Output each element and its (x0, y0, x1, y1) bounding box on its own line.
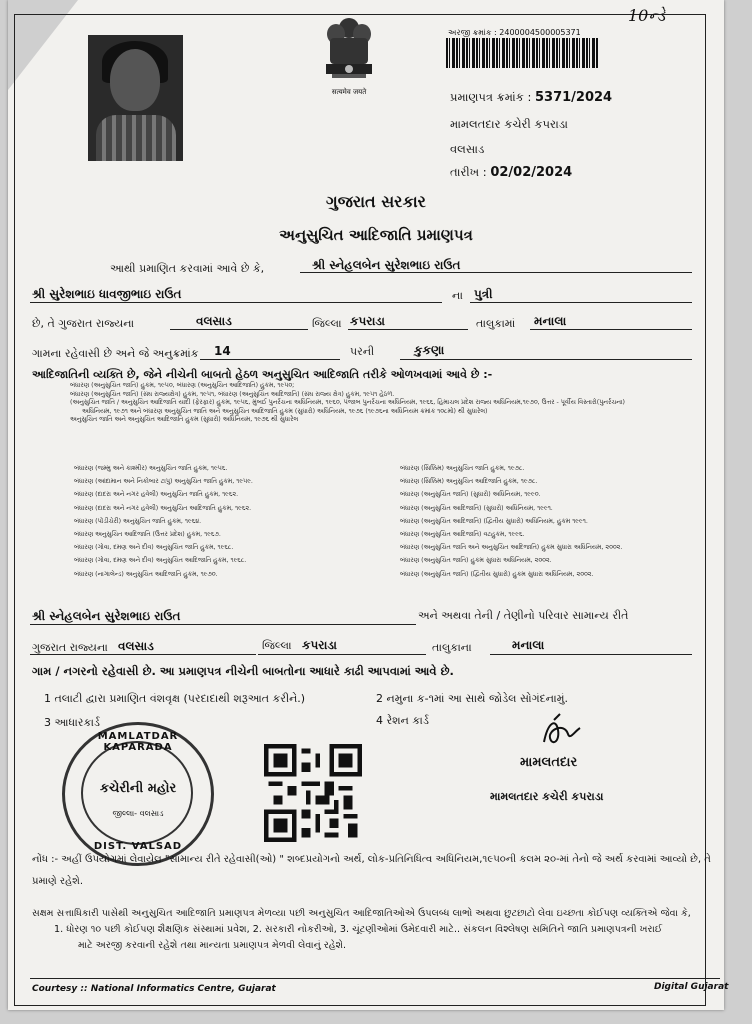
state-district: વલસાડ (196, 314, 232, 328)
auth-line: સક્ષમ સત્તાધિકારી પાસેથી અનુસુચિત આદિજાતિ પ્રમાણપત્ર મેળવ્યા પછી અનુસુચિત આદિજાતિઓએ ઉપલબ્ધ લાભો અથવા છુટછાટો લેવા ઇચ્છતા કોઈપણ વ્યક્તિએ જેવા કે, (32, 908, 691, 919)
emblem-motto: सत्यमेव जयते (331, 88, 367, 96)
issue-date-label: તારીખ : (450, 165, 487, 179)
relation-label: ના (452, 289, 463, 302)
district-label: જિલ્લા (312, 317, 342, 330)
underline (170, 329, 308, 330)
issue-date-value: 02/02/2024 (490, 165, 573, 180)
family-label: અને અથવા તેની / તેણીનો પરિવાર સામાન્ય રીતે (418, 609, 629, 622)
taluka-label-repeat: તાલુકાના (432, 641, 472, 654)
legal-note: અધિનિયમ, ૧૯૭૧ અને બંધારણ અનુસુચિત જાતિ અને અનુસુચિત આદિજાતિ હુકમ (સુધારો) અધિનિયમ, ૧૯૭૬ (૧૯૭૬ના અધિનિયમ ક્રમાંક ૧૦૮મો) થી સુધારેલ) (82, 407, 488, 415)
underline (400, 359, 692, 360)
relation-value: પુત્રી (474, 287, 493, 301)
national-emblem-icon (318, 14, 380, 92)
handwritten-mark: 10ન્ડે (628, 6, 666, 25)
caste-value: કુકણા (414, 343, 445, 357)
basis-item: 4 રેશન કાર્ડ (376, 714, 429, 727)
taluka-value: મનાલા (534, 314, 567, 328)
holder-name: શ્રી સ્નેહલબેન સુરેશભાઇ રાઉત (312, 258, 461, 272)
list-item: બંધારણ અનુસુચિત આદિજાતિ (ઉત્તર પ્રદેશ) હુકમ, ૧૯૬૭. (74, 531, 221, 539)
footer-note (32, 852, 712, 890)
legal-notes (70, 382, 700, 425)
legal-note: બંધારણ (અનુસુચિત જાતિ) (સંઘ રાજ્યક્ષેત્ર) હુકમ, ૧૯૫૧, બંધારણ (અનુસુચિત આદિજાતિ) (સંઘ રાજ્ય ક્ષેત્ર) હુકમ, ૧૯૫૧ હેઠળ. (70, 390, 395, 398)
list-item: બંધારણ (અનુસુચિત જાતિ અને અનુસુચિત આદિજાતિ) હુકમ સુધારા અધિનિયમ, ૨૦૦૨. (400, 544, 623, 552)
district-label-repeat: જિલ્લા (262, 639, 292, 652)
list-item: બંધારણ (ગોવા, દમણ અને દીવ) અનુસુચિત જાતિ હુકમ, ૧૯૬૮. (74, 544, 234, 552)
courtesy-text: Courtesy :: National Informatics Centre, Gujarat (32, 984, 276, 994)
district-value-repeat: કપરાડા (302, 638, 337, 652)
taluka-label: તાલુકામાં (476, 317, 516, 330)
list-item: બંધારણ (નાગાલેન્ડ) અનુસુચિત આદિજાતિ હુકમ, ૧૯૭૦. (74, 570, 218, 578)
barcode (446, 38, 598, 68)
underline (30, 302, 442, 303)
basis-item: 1 તલાટી દ્વારા પ્રમાણિત વંશવૃક્ષ (પરદાદાથી શરૂઆત કરીને.) (44, 692, 306, 705)
orders-left-list (74, 462, 374, 581)
digital-gujarat-text: Digital Gujarat (654, 982, 729, 992)
holder-photo (88, 35, 183, 161)
footer-instructions (32, 906, 712, 954)
serial-number: 14 (214, 344, 231, 358)
footer-rule (30, 978, 720, 979)
certificate-number (450, 90, 612, 105)
list-item: બંધારણ (અનુસુચિત આદિજાતિ) (દ્વિતીય સુધારો) અધિનિયમ, હુકમ ૧૯૯૧. (400, 517, 588, 525)
uses-line: 1. ધોરણ ૧૦ પછી કોઈપણ શૈક્ષણિક સંસ્થામાં પ્રવેશ, 2. સરકારી નોકરીઓ, 3. ચૂંટણીઓમાં ઉમેદવારી માટે.. સંકલન વિશ્લેષણ સમિતિને જાતિ પ્રમાણપત્રની ખરાઈ (54, 924, 663, 935)
uses-line: માટે અરજી કરવાની રહેશે તથા માન્યતા પ્રમાણપત્ર મેળવી લેવાનું રહેશે. (78, 940, 347, 951)
list-item: બંધારણ (પોંડીચેરી) અનુસુચિત જાતિ હુકમ, ૧૯૬૪. (74, 517, 202, 525)
tribe-sentence: આદિજાતિની વ્યક્તિ છે, જેને નીચેની બાબતો હેઠળ અનુસુચિત આદિજાતિ તરીકે ઓળખવામાં આવે છે :- (32, 368, 493, 381)
signatory-office: મામલતદાર કચેરી કપરાડા (490, 790, 604, 803)
orders-right-list (400, 462, 704, 581)
holder-name-repeat: શ્રી સ્નેહલબેન સુરેશભાઇ રાઉત (32, 609, 181, 623)
underline (258, 654, 426, 655)
office-name: મામલતદાર કચેરી કપરાડા (450, 117, 568, 131)
list-item: બંધારણ (સિક્કિમ) અનુસુચિત આદિજાતિ હુકમ, ૧૯૭૮. (400, 478, 538, 486)
list-item: બંધારણ (આંદામાન અને નિકોબાર ટાપુ) અનુસુચિત જાતિ હુકમ, ૧૯૫૯. (74, 478, 253, 486)
note-line: નોંધ :- અહીં ઉપયોગમાં લેવાયેલ "સામાન્ય રીતે રહેવાસી(ઓ) " શબ્દપ્રયોગનો અર્થ, લોક-પ્રતિનિધિત્વ અધિનિયમ,૧૯૫૦ની કલમ ૨૦-માં તેનો જે અર્થ કરવામાં આવ્યો છે, તે (32, 854, 711, 865)
underline (200, 359, 340, 360)
parent-name: શ્રી સુરેશભાઇ ધાવજીભાઇ રાઉત (32, 287, 182, 301)
district-value: કપરાડા (350, 314, 385, 328)
village-label: ગામના રહેવાસી છે અને જે અનુક્રમાંક (32, 347, 199, 360)
underline (530, 329, 692, 330)
state-label: છે, તે ગુજરાત રાજ્યના (32, 317, 135, 330)
underline (300, 272, 692, 273)
state-district-repeat: વલસાડ (118, 639, 154, 653)
signature-icon (538, 712, 586, 752)
seal-sub-text: જીલ્લા- વલસાડ (112, 809, 164, 818)
list-item: બંધારણ (દાદરા અને નગર હવેલી) અનુસુચિત જાતિ હુકમ, ૧૯૬૨. (74, 491, 239, 499)
legal-note: અનુસુચિત જાતિ અને અનુસુચિત આદિજાતિ હુકમ (સુધારો) અધિનિયમ, ૧૯૭૬ થી સુધારેલ (70, 416, 299, 423)
list-item: બંધારણ (અનુસુચિત આદિજાતિ) વટહુકમ, ૧૯૯૬. (400, 531, 525, 539)
note-line: પ્રમાણે રહેશે. (32, 876, 84, 887)
caste-label: પરની (350, 345, 375, 358)
underline (348, 329, 468, 330)
list-item: બંધારણ (અનુસુચિત જાતિ) હુકમ સુધારા અધિનિયમ, ૨૦૦૨. (400, 557, 552, 565)
certificate-number-value: 5371/2024 (534, 90, 613, 105)
underline (470, 302, 692, 303)
basis-sentence: ગામ / નગરનો રહેવાસી છે. આ પ્રમાણપત્ર નીચેની બાબતોના આધારે કાઢી આપવામાં આવે છે. (32, 664, 454, 678)
application-number: અરજી ક્રમાંક : 2400004500005371 (448, 28, 581, 37)
list-item: બંધારણ (સિક્કિમ) અનુસુચિત જાતિ હુકમ, ૧૯૭૮. (400, 465, 525, 472)
office-seal (62, 722, 214, 866)
list-item: બંધારણ (દાદરા અને નગર હવેલી) અનુસુચિત આદિજાતિ હુકમ, ૧૯૬૨. (74, 504, 252, 512)
office-district: વલસાડ (450, 142, 485, 156)
government-title: ગુજરાત સરકાર (326, 192, 426, 211)
issue-date (450, 165, 572, 180)
underline (30, 654, 256, 655)
basis-item: 2 નમુના ક-૧માં આ સાથે જોડેલ સોગંદનામું. (376, 692, 568, 705)
list-item: બંધારણ (ગોવા, દમણ અને દીવ) અનુસુચિત આદિજાતિ હુકમ, ૧૯૬૮. (74, 557, 247, 565)
certificate-number-label: પ્રમાણપત્ર ક્રમાંક : (450, 90, 532, 104)
legal-note: (અનુસુચિત જાતિ / અનુસુચિત આદિજાતિ યાદી (ફેરફાર) હુકમ, ૧૯૫૬, મુંબઈ પુનર્રચના અધિનિયમ, ૧૯૬૦, પંજાબ પુનર્રચના અધિનિયમ, ૧૯૬૬, હિમાચલ પ્રદેશ રાજ્ય અધિનિયમ,૧૯૭૦, ઉત્તર - પૂર્વીય વિસ્તારો(પુનર્રચના) (70, 399, 625, 406)
underline (30, 624, 416, 625)
seal-top-text: MAMLATDAR KAPARADA (97, 731, 179, 753)
qr-code (264, 744, 362, 842)
seal-middle-text: કચેરીની મહોર (99, 781, 177, 796)
legal-note: બંધારણ (અનુસુચિત જાતિ) હુકમ, ૧૯૫૦, બંધારણ (અનુસુચિત આદિજાતિ) હુકમ, ૧૯૫૦; (70, 382, 295, 389)
state-label-repeat: ગુજરાત રાજ્યના (32, 641, 108, 654)
signatory-title: મામલતદાર (520, 755, 578, 770)
list-item: બંધારણ (અનુસુચિત જાતિ) (સુધારો) અધિનિયમ, ૧૯૯૦. (400, 491, 541, 499)
underline (490, 654, 692, 655)
list-item: બંધારણ (અનુસુચિત આદિજાતિ) (સુધારો) અધિનિયમ, ૧૯૯૧. (400, 504, 553, 512)
seal-bottom-text: DIST. VALSAD (93, 841, 183, 852)
certificate-title: અનુસુચિત આદિજાતિ પ્રમાણપત્ર (279, 226, 473, 244)
list-item: બંધારણ (અનુસુચિત જાતિ) (દ્વિતીય સુધારો) હુકમ સુધારા અધિનિયમ, ૨૦૦૨. (400, 570, 594, 578)
basis-item: 3 આધારકાર્ડ (44, 716, 100, 729)
taluka-value-repeat: મનાલા (512, 638, 545, 652)
certify-intro: આથી પ્રમાણિત કરવામાં આવે છે કે, (110, 262, 265, 275)
list-item: બંધારણ (જમ્મુ અને કાશ્મીર) અનુસુચિત જાતિ હુકમ, ૧૯૫૬. (74, 465, 228, 472)
